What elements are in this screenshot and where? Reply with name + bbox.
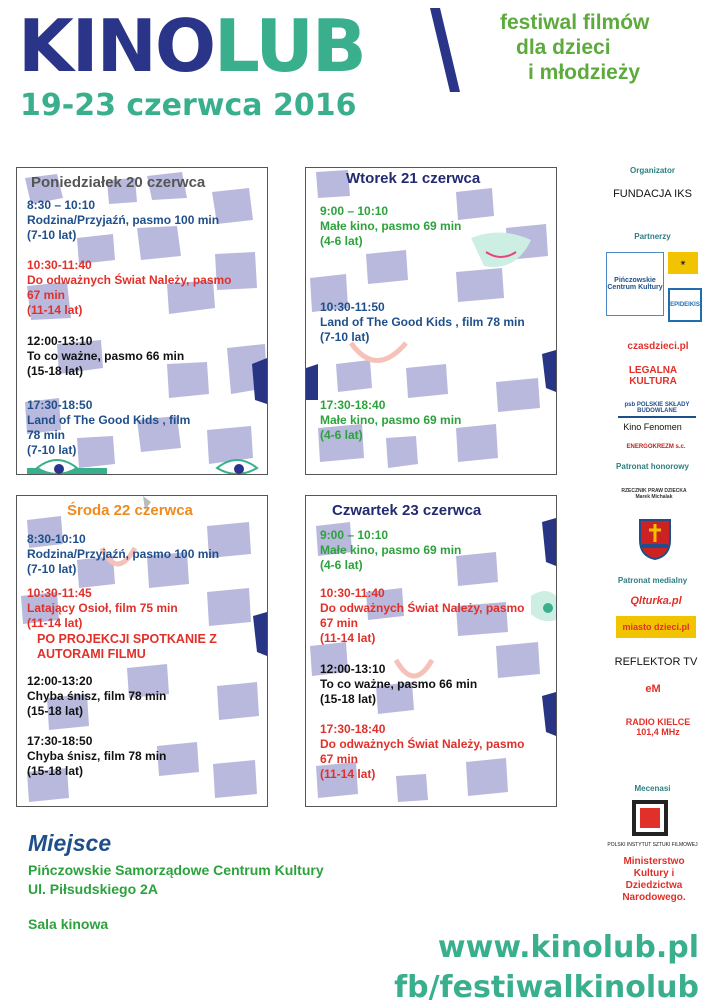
slot-title: Rodzina/Przyjaźń, pasmo 100 min [27,213,220,227]
miasto-dzieci-logo: miasto dzieci.pl [616,616,696,638]
partner-sun-logo: ☀ [668,252,698,274]
venue-room: Sala kinowa [28,916,109,932]
schedule-slot [320,300,525,345]
slot-duration: 78 min [27,428,66,442]
schedule-slot [320,722,525,782]
festival-logo [18,6,365,86]
slot-title: Chyba śnisz, film 78 min [27,689,167,703]
slot-title: Land of The Good Kids , film [27,413,191,427]
slot-duration: 67 min [320,752,359,766]
slot-title: Małe kino, pasmo 69 min [320,543,462,557]
partners-heading: Partnerzy [634,232,671,241]
festival-tagline [500,10,700,85]
slot-age: (4-6 lat) [320,234,363,248]
slot-title: Do odważnych Świat Należy, pasmo [320,737,525,751]
note-line: PO PROJEKCJI SPOTKANIE Z [37,632,217,646]
slot-time: 8:30-10:10 [27,532,86,546]
schedule-slot [320,528,461,573]
sponsors-sidebar [598,160,707,960]
links-section [394,928,699,1008]
em-radio-logo: eM [645,683,661,695]
slot-title: Małe kino, pasmo 69 min [320,219,462,233]
schedule-slot [27,334,184,379]
ombudsman-logo: RZECZNIK PRAW DZIECKA Marek Michalak [621,488,687,500]
psb-logo: psb POLSKIE SKŁADY BUDOWLANE [618,400,696,418]
schedule-tuesday [305,167,557,475]
slot-age: (4-6 lat) [320,558,363,572]
slot-time: 9:00 – 10:10 [320,204,389,218]
kino-fenomen: Kino Fenomen [623,422,682,432]
slot-title: To co ważne, pasmo 66 min [320,677,478,691]
schedule-slot [27,198,219,243]
slot-time: 12:00-13:10 [27,334,93,348]
slot-time: 10:30-11:40 [27,258,92,272]
schedule-slot [27,586,178,631]
schedule-thursday [305,495,557,807]
schedule-wednesday [16,495,268,807]
schedule-slot [320,204,461,249]
slot-age: (4-6 lat) [320,428,363,442]
slot-time: 10:30-11:50 [320,300,385,314]
slot-age: (15-18 lat) [320,692,377,706]
slot-time: 17:30-18:50 [27,398,93,412]
slot-title: Latający Osioł, film 75 min [27,601,178,615]
czasdzieci-logo: czasdzieci.pl [627,340,689,352]
slot-age: (7-10 lat) [27,228,77,242]
slot-age: (11-14 lat) [27,303,83,317]
slot-title: Do odważnych Świat Należy, pasmo [27,273,232,287]
slot-age: (7-10 lat) [27,443,77,457]
festival-dates: 19-23 czerwca 2016 [20,88,357,123]
media-heading: Patronat medialny [617,576,688,585]
day-title: Wtorek 21 czerwca [346,170,481,187]
slot-age: (15-18 lat) [27,764,84,778]
organizer-name: FUNDACJA IKS [613,188,692,200]
slot-title: Do odważnych Świat Należy, pasmo [320,601,525,615]
slot-age: (11-14 lat) [320,767,376,781]
schedule-slot [27,532,219,577]
logo-kino: KINO [18,4,215,88]
pisf-name: POLSKI INSTYTUT SZTUKI FILMOWEJ [607,842,698,848]
venue-line: Pińczowskie Samorządowe Centrum Kultury [28,862,324,878]
honorary-heading: Patronat honorowy [616,462,689,471]
venue-heading: Miejsce [28,830,112,856]
venue-section [28,830,324,934]
tagline-line: dla dzieci [516,36,611,59]
slot-title: Chyba śnisz, film 78 min [27,749,167,763]
day-title: Poniedziałek 20 czerwca [31,174,206,191]
slot-time: 12:00-13:10 [320,662,386,676]
day-title: Środa 22 czerwca [67,502,193,519]
slot-time: 10:30-11:40 [320,586,385,600]
slot-age: (11-14 lat) [320,631,376,645]
tagline-line: i młodzieży [528,61,641,84]
slot-age: (15-18 lat) [27,704,84,718]
slot-duration: 67 min [320,616,359,630]
schedule-slot [27,734,166,779]
slot-time: 10:30-11:45 [27,586,92,600]
pisf-logo-icon [632,800,668,836]
organizer-heading: Organizator [630,166,675,175]
coat-of-arms-icon [638,518,672,560]
website-link[interactable]: www.kinolub.pl [437,930,699,965]
slot-time: 17:30-18:40 [320,722,386,736]
slot-time: 12:00-13:20 [27,674,93,688]
slot-time: 17:30-18:40 [320,398,386,412]
schedule-slot [27,398,190,458]
legalna-kultura-logo: LEGALNA KULTURA [628,365,678,387]
slot-title: To co ważne, pasmo 66 min [27,349,185,363]
qlturka-logo: Qlturka.pl [630,595,682,607]
slot-time: 9:00 – 10:10 [320,528,389,542]
logo-lub: LUB [214,4,365,88]
slot-title: Małe kino, pasmo 69 min [320,413,462,427]
venue-line: Ul. Piłsudskiego 2A [28,881,158,897]
day-title: Czwartek 23 czerwca [332,502,482,519]
pck-logo: Pińczowskie Centrum Kultury [606,252,664,316]
tagline-line: festiwal filmów [500,11,650,34]
schedule-monday [16,167,268,475]
slot-time: 8:30 – 10:10 [27,198,96,212]
mkidn-logo: Ministerstwo Kultury i Dziedzictwa Narodowego. [622,856,686,903]
slot-duration: 67 min [27,288,66,302]
schedule-slot [320,662,477,707]
slot-title: Rodzina/Przyjaźń, pasmo 100 min [27,547,220,561]
reflektor-tv-logo: REFLEKTOR TV [614,656,698,668]
facebook-link[interactable]: fb/festiwalkinolub [394,970,699,1005]
slot-age: (15-18 lat) [27,364,84,378]
slot-title: Land of The Good Kids , film 78 min [320,315,525,329]
schedule-slot [320,586,525,646]
slot-time: 17:30-18:50 [27,734,93,748]
patrons-heading: Mecenasi [634,784,671,793]
epideikis-logo: EPIDEIKIS [668,288,702,322]
slot-age: (7-10 lat) [27,562,77,576]
radio-kielce-logo: RADIO KIELCE 101,4 MHz [625,717,691,737]
note-line: AUTORAMI FILMU [37,647,146,661]
schedule-slot [27,258,232,318]
energokrezm-logo: ENERGOKREZM s.c. [626,444,686,450]
schedule-slot [27,674,166,719]
slot-age: (11-14 lat) [27,616,83,630]
slot-age: (7-10 lat) [320,330,370,344]
schedule-slot [320,398,461,443]
logo-slash-icon [430,8,460,92]
meet-the-authors-note [37,632,217,662]
